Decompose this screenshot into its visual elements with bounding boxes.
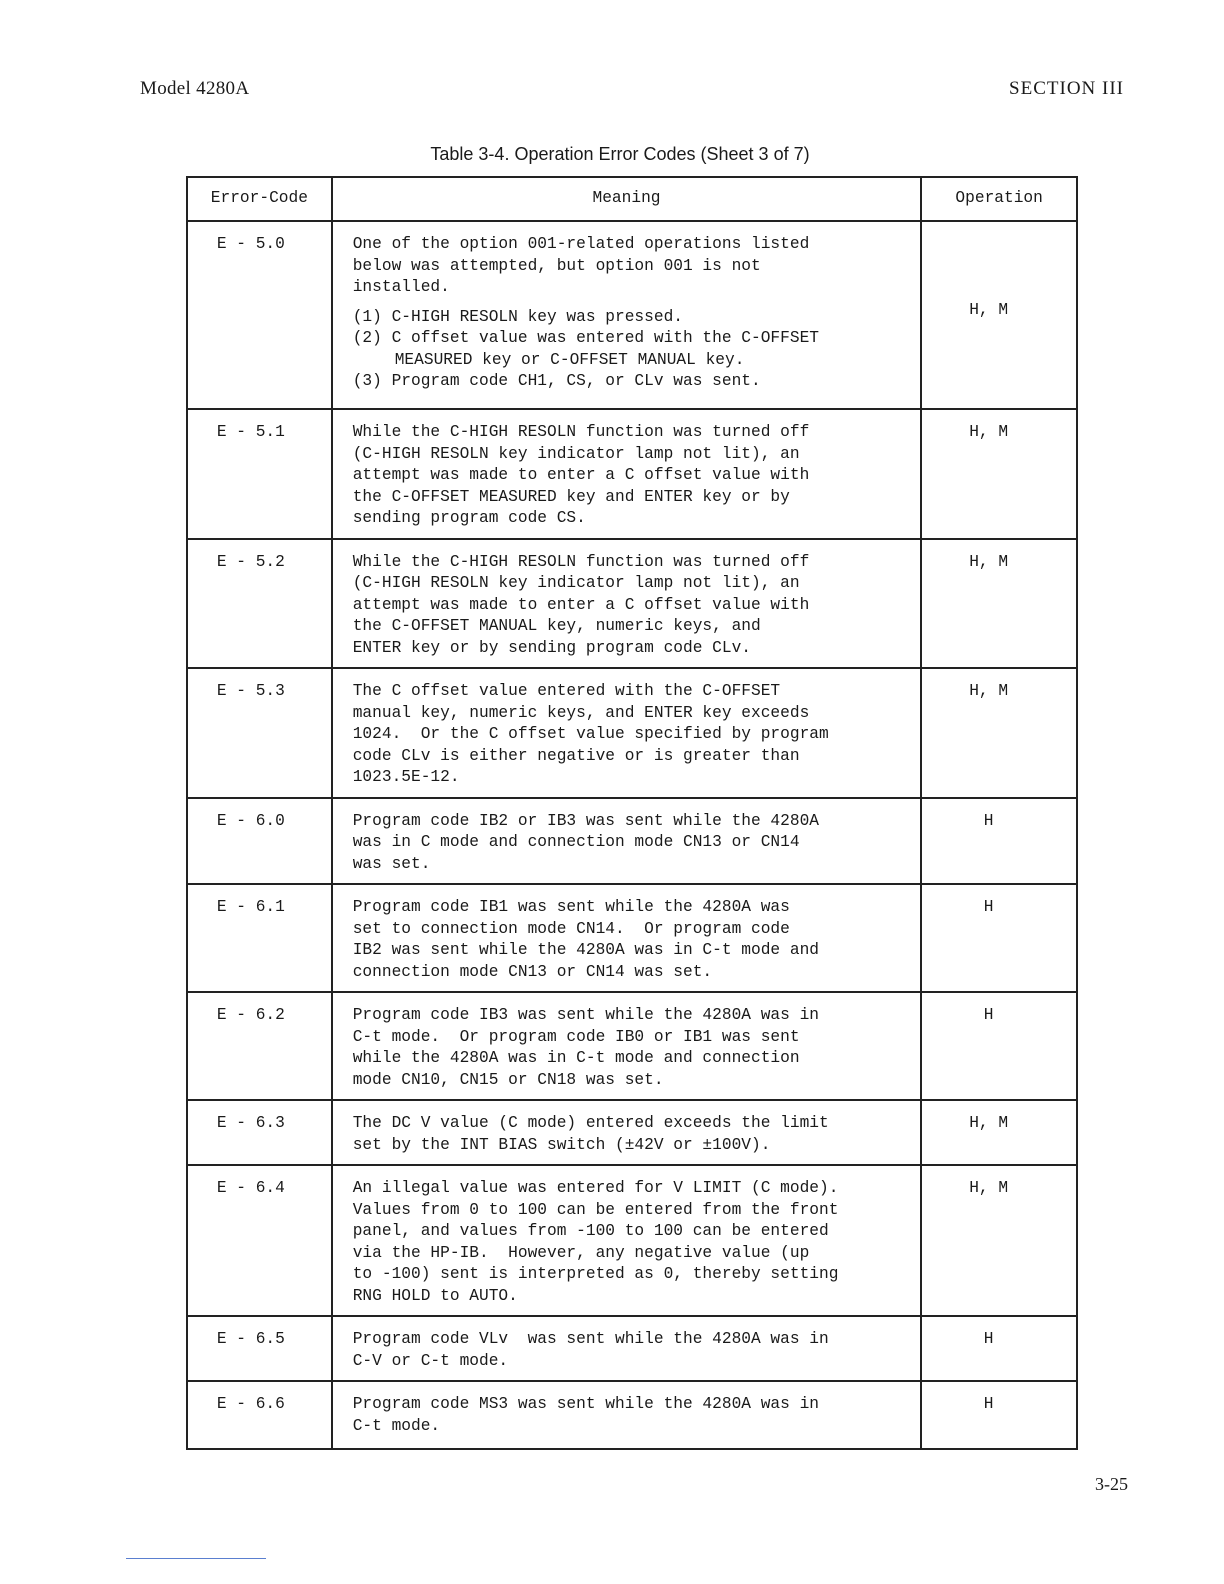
meaning-list-item: (3) Program code CH1, CS, or CLv was sent. — [352, 372, 761, 390]
error-codes-table — [186, 176, 1078, 1450]
meaning-line: code CLv is either negative or is greater than — [352, 746, 800, 765]
meaning-line: C-t mode. Or program code IB0 or IB1 was sent — [352, 1027, 800, 1046]
meaning-line: Program code VLv was sent while the 4280A was in — [352, 1330, 829, 1348]
operation-cell: H, M — [921, 1100, 1077, 1165]
meaning-cell — [332, 409, 922, 539]
table-row — [187, 1165, 1077, 1316]
meaning-line: panel, and values from -100 to 100 can be entered — [352, 1222, 829, 1240]
meaning-line: 1024. Or the C offset value specified by program — [352, 725, 829, 743]
meaning-line: The DC V value (C mode) entered exceeds the limit — [352, 1114, 829, 1132]
column-header-error-code: Error-Code — [187, 177, 332, 221]
meaning-line: Program code MS3 was sent while the 4280A was in — [352, 1395, 819, 1413]
error-code-cell: E - 6.1 — [187, 884, 332, 992]
meaning-line: via the HP-IB. However, any negative value (up — [352, 1243, 810, 1262]
table-title: Table 3-4. Operation Error Codes (Sheet 3 of 7) — [430, 144, 810, 164]
meaning-line: C-V or C-t mode. — [352, 1351, 509, 1370]
meaning-line: Program code IB3 was sent while the 4280A was in — [352, 1006, 819, 1024]
error-code-cell: E - 5.3 — [187, 668, 332, 798]
operation-cell: H — [921, 798, 1077, 885]
meaning-line: The C offset value entered with the C-OFFSET — [352, 682, 781, 700]
meaning-line: IB2 was sent while the 4280A was in C-t mode and — [352, 941, 819, 959]
operation-cell: H, M — [921, 539, 1077, 669]
meaning-line: set to connection mode CN14. Or program code — [352, 919, 790, 938]
error-code-cell: E - 6.4 — [187, 1165, 332, 1316]
meaning-line: C-t mode. — [352, 1416, 441, 1435]
table-row — [187, 1316, 1077, 1381]
meaning-line: below was attempted, but option 001 is not — [352, 256, 761, 275]
table-row — [187, 221, 1077, 409]
meaning-list-item: MEASURED key or C-OFFSET MANUAL key. — [394, 350, 745, 369]
footnote-divider — [126, 1558, 266, 1559]
meaning-line: Values from 0 to 100 can be entered from the front — [352, 1200, 839, 1219]
meaning-cell — [332, 798, 922, 885]
meaning-line: 1023.5E-12. — [352, 768, 460, 786]
table-row — [187, 992, 1077, 1100]
error-code-cell: E - 6.3 — [187, 1100, 332, 1165]
operation-cell: H, M — [921, 1165, 1077, 1316]
meaning-line: While the C-HIGH RESOLN function was turned off — [352, 423, 810, 441]
operation-cell: H — [921, 1381, 1077, 1449]
error-code-cell: E - 6.6 — [187, 1381, 332, 1449]
header-model: Model 4280A — [140, 78, 250, 99]
meaning-line: mode CN10, CN15 or CN18 was set. — [352, 1070, 664, 1089]
meaning-line: An illegal value was entered for V LIMIT (C mode). — [352, 1179, 839, 1197]
header-section: SECTION III — [1009, 78, 1124, 99]
meaning-line: (C-HIGH RESOLN key indicator lamp not lit), an — [352, 574, 800, 592]
meaning-line: Program code IB2 or IB3 was sent while the 4280A — [352, 811, 819, 830]
meaning-line: Program code IB1 was sent while the 4280A was — [352, 898, 790, 916]
column-header-operation: Operation — [921, 177, 1077, 221]
meaning-line: (C-HIGH RESOLN key indicator lamp not lit), an — [352, 444, 800, 463]
meaning-list-item: (2) C offset value was entered with the C-OFFSET — [352, 329, 819, 347]
operation-cell: H — [921, 884, 1077, 992]
meaning-line: the C-OFFSET MANUAL key, numeric keys, and — [352, 617, 761, 635]
meaning-list-item: (1) C-HIGH RESOLN key was pressed. — [352, 307, 683, 326]
table-row — [187, 1381, 1077, 1449]
table-header-row — [187, 177, 1077, 221]
meaning-cell — [332, 884, 922, 992]
meaning-line: attempt was made to enter a C offset value with — [352, 466, 810, 484]
meaning-line: while the 4280A was in C-t mode and connection — [352, 1049, 800, 1067]
meaning-line: installed. — [352, 278, 450, 296]
table-row — [187, 1100, 1077, 1165]
meaning-line: manual key, numeric keys, and ENTER key exceeds — [352, 703, 810, 722]
meaning-line: ENTER key or by sending program code CLv. — [352, 638, 751, 657]
meaning-cell — [332, 1100, 922, 1165]
meaning-line: the C-OFFSET MEASURED key and ENTER key or by — [352, 487, 790, 506]
operation-cell: H, M — [921, 409, 1077, 539]
page-number: 3-25 — [1095, 1474, 1128, 1494]
table-row — [187, 539, 1077, 669]
meaning-cell — [332, 1381, 922, 1449]
table-row — [187, 884, 1077, 992]
meaning-cell — [332, 1165, 922, 1316]
meaning-line: set by the INT BIAS switch (±42V or ±100V). — [352, 1135, 771, 1154]
table-row — [187, 798, 1077, 885]
error-code-cell: E - 6.2 — [187, 992, 332, 1100]
operation-cell: H, M — [921, 221, 1077, 409]
meaning-line: attempt was made to enter a C offset value with — [352, 595, 810, 614]
meaning-cell — [332, 221, 922, 409]
meaning-line: One of the option 001-related operations listed — [352, 235, 810, 253]
error-code-cell: E - 6.0 — [187, 798, 332, 885]
meaning-line: RNG HOLD to AUTO. — [352, 1286, 518, 1305]
meaning-line: sending program code CS. — [352, 509, 586, 527]
error-code-cell: E - 5.1 — [187, 409, 332, 539]
meaning-line: connection mode CN13 or CN14 was set. — [352, 962, 713, 981]
operation-cell: H — [921, 1316, 1077, 1381]
meaning-cell — [332, 668, 922, 798]
column-header-meaning: Meaning — [332, 177, 922, 221]
meaning-line: was in C mode and connection mode CN13 or CN14 — [352, 833, 800, 851]
table-row — [187, 409, 1077, 539]
meaning-line: was set. — [352, 854, 431, 873]
table-row — [187, 668, 1077, 798]
meaning-line: to -100) sent is interpreted as 0, thereby setting — [352, 1265, 839, 1283]
error-code-cell: E - 5.0 — [187, 221, 332, 409]
meaning-cell — [332, 992, 922, 1100]
meaning-cell — [332, 539, 922, 669]
error-code-cell: E - 6.5 — [187, 1316, 332, 1381]
meaning-line: While the C-HIGH RESOLN function was turned off — [352, 552, 810, 571]
operation-cell: H — [921, 992, 1077, 1100]
error-code-cell: E - 5.2 — [187, 539, 332, 669]
meaning-cell — [332, 1316, 922, 1381]
operation-cell: H, M — [921, 668, 1077, 798]
